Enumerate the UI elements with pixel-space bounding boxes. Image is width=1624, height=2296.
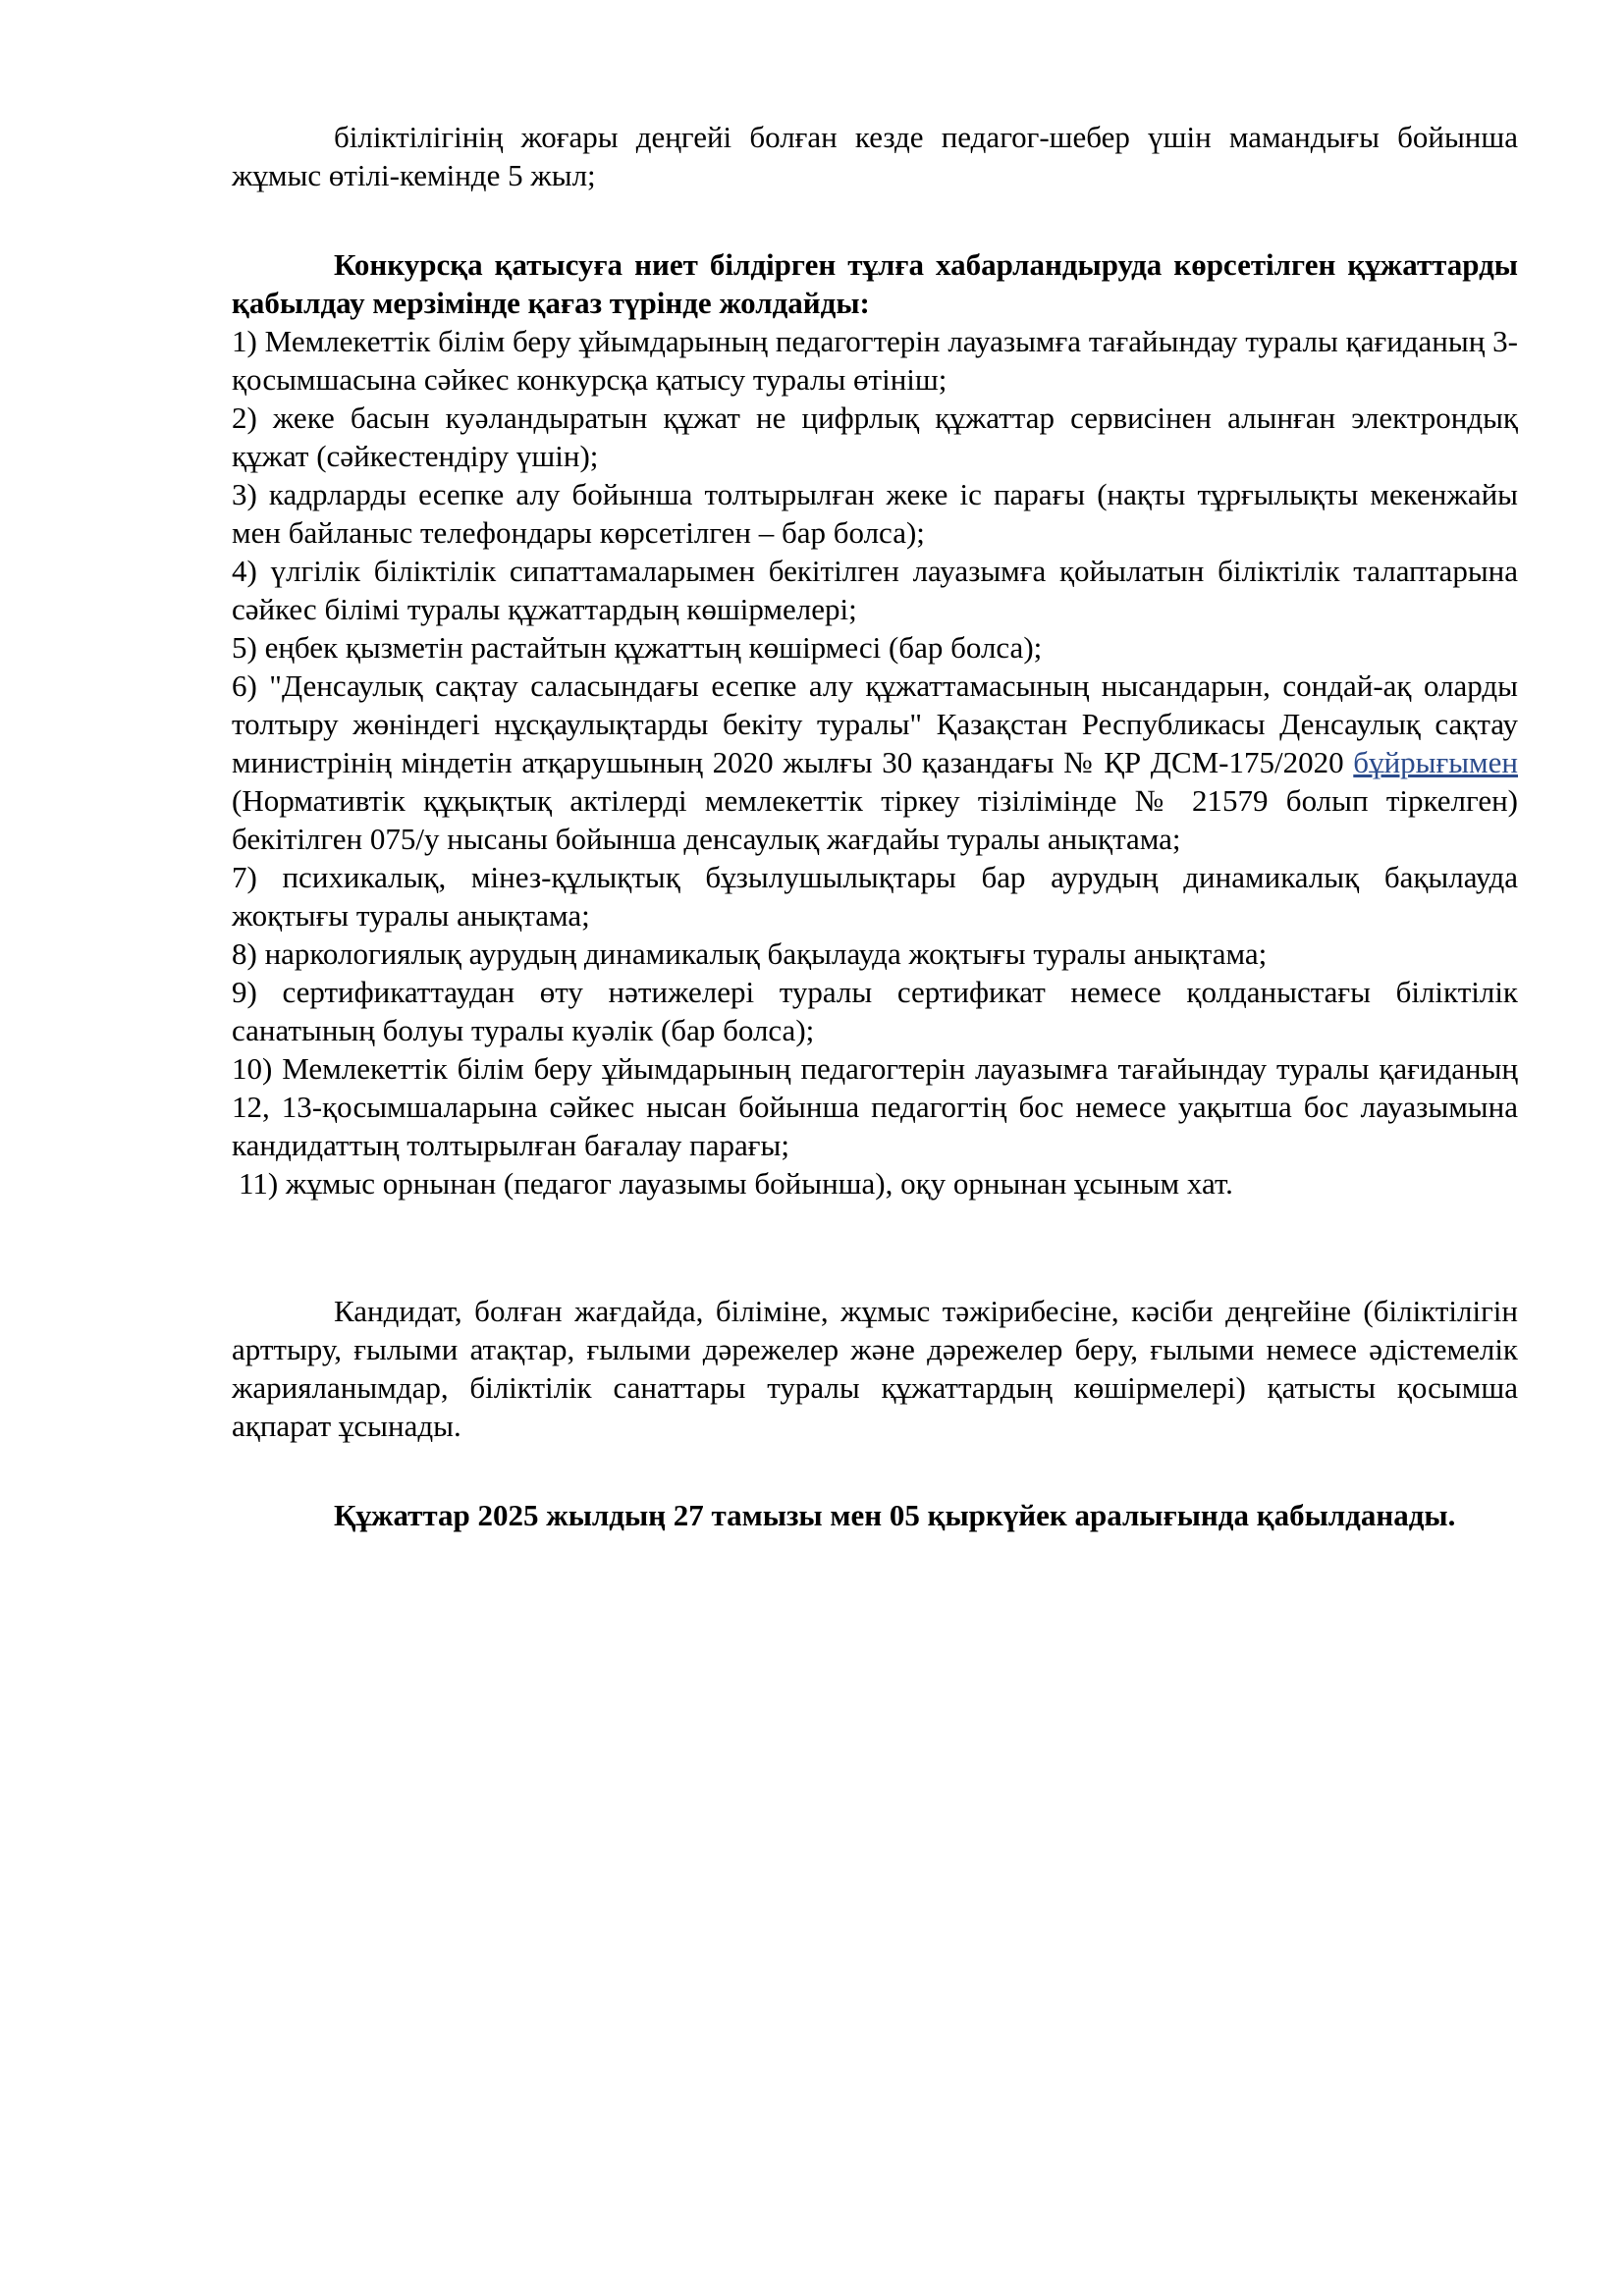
- list-item-5: 5) еңбек қызметін растайтын құжаттың көшірмесі (бар болса);: [232, 630, 1043, 665]
- document-body: [232, 118, 1518, 1534]
- spacer: [232, 194, 1518, 245]
- documents-heading: Конкурсқа қатысуға ниет білдірген тұлға хабарландыруда көрсетілген құжаттарды қабылдау мерзімінде қағаз түрінде жолдайды:: [232, 247, 1518, 320]
- list-item-10: 10) Мемлекеттік білім беру ұйымдарының педагогтерін лауазымға тағайындау туралы қағиданың 12, 13-қосымшаларына сәйкес нысан бойынша педагогтің бос немесе уақытша бос лауазымына кандидаттың толтырылған бағалау парағы;: [232, 1051, 1518, 1162]
- list-item-11: 11) жұмыс орнынан (педагог лауазымы бойынша), оқу орнынан ұсыным хат.: [239, 1166, 1233, 1201]
- list-item-7: 7) психикалық, мінез-құлықтық бұзылушылықтары бар аурудың динамикалық бақылауда жоқтығы туралы анықтама;: [232, 860, 1518, 933]
- list-item-4: 4) үлгілік біліктілік сипаттамаларымен бекітілген лауазымға қойылатын біліктілік талаптарына сәйкес білімі туралы құжаттардың көшірмелері;: [232, 554, 1518, 626]
- candidate-paragraph: Кандидат, болған жағдайда, біліміне, жұмыс тәжірибесіне, кәсіби деңгейіне (біліктілігін арттыру, ғылыми атақтар, ғылыми дәрежелер және дәрежелер беру, ғылыми немесе әдістемелік жарияланымдар, біліктілік санаттары туралы құжаттардың көшірмелері) қатысты қосымша ақпарат ұсынады.: [232, 1294, 1518, 1443]
- list-item-6-text-after: (Нормативтік құқықтық актілерді мемлекеттік тіркеу тізілімінде № 21579 болып тіркелген) бекітілген 075/у нысаны бойынша денсаулық жағдайы туралы анықтама;: [232, 783, 1518, 856]
- order-link[interactable]: бұйрығымен: [1353, 745, 1518, 779]
- spacer: [232, 1254, 1518, 1292]
- spacer: [232, 1202, 1518, 1254]
- list-item-2: 2) жеке басын куәландыратын құжат не цифрлық құжаттар сервисінен алынған электрондық құжат (сәйкестендіру үшін);: [232, 400, 1518, 473]
- list-item-6: [232, 667, 1518, 858]
- list-item-6-text-before: 6) "Денсаулық сақтау саласындағы есепке алу құжаттамасының нысандарын, сондай-ақ оларды толтыру жөніндегі нұсқаулықтарды бекіту туралы" Қазақстан Республикасы Денсаулық сақтау министрінің міндетін атқарушының 2020 жылғы 30 қазандағы № ҚР ДСМ-175/2020: [232, 668, 1518, 779]
- list-item-1: 1) Мемлекеттік білім беру ұйымдарының педагогтерін лауазымға тағайындау туралы қағиданың 3- қосымшасына сәйкес конкурсқа қатысу туралы өтініш;: [232, 324, 1518, 397]
- spacer: [232, 1445, 1518, 1496]
- list-item-3: 3) кадрларды есепке алу бойынша толтырылған жеке іс парағы (нақты тұрғылықты мекенжайы мен байланыс телефондары көрсетілген – бар болса);: [232, 477, 1518, 550]
- closing-paragraph: Құжаттар 2025 жылдың 27 тамызы мен 05 қыркүйек аралығында қабылданады.: [334, 1498, 1456, 1532]
- list-item-9: 9) сертификаттаудан өту нәтижелері туралы сертификат немесе қолданыстағы біліктілік санатының болуы туралы куәлік (бар болса);: [232, 975, 1518, 1047]
- intro-paragraph: біліктілігінің жоғары деңгейі болған кезде педагог-шебер үшін мамандығы бойынша жұмыс өтілі-кемінде 5 жыл;: [232, 120, 1518, 192]
- list-item-8: 8) наркологиялық аурудың динамикалық бақылауда жоқтығы туралы анықтама;: [232, 936, 1268, 971]
